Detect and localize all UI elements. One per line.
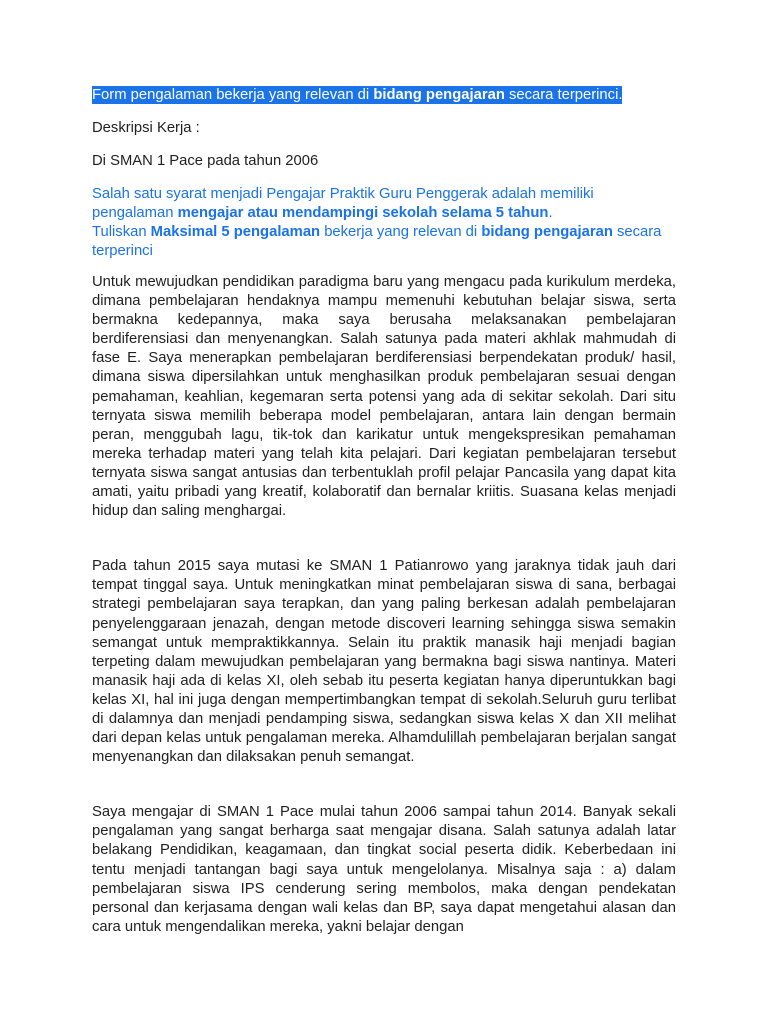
title-bold: bidang pengajaran: [373, 87, 505, 103]
instruction-bold-3: bidang pengajaran: [481, 224, 613, 240]
paragraph-2: Pada tahun 2015 saya mutasi ke SMAN 1 Patianrowo yang jaraknya tidak jauh dari tempat tinggal saya. Untuk meningkatkan minat pembelajaran siswa di sana, berbagai strategi pembelajaran saya terapkan, dan yang paling berkesan adalah pembelajaran penyelenggaraan jenazah, dengan metode discoveri learning sehingga siswa semakin semangat untuk mempraktikkannya. Selain itu praktik manasik haji menjadi bagian terpeting dalam mewujudkan pembelajaran yang bermakna bagi siswa nantinya. Materi manasik haji ada di kelas XI, oleh sebab itu peserta kegiatan hanya diperuntukkan bagi kelas XI, hal ini juga dengan mempertimbangkan tempat di sekolah.Seluruh guru terlibat di dalamnya dan menjadi pendamping siswa, sedangkan siswa kelas X dan XII melihat dari depan kelas untuk pengalaman mereka. Alhamdulillah pembelajaran berjalan sangat menyenangkan dan dilaksakan penuh semangat.: [92, 558, 676, 766]
paragraph-1: Untuk mewujudkan pendidikan paradigma baru yang mengacu pada kurikulum merdeka, dimana pembelajaran hendaknya mampu memenuhi kebutuhan belajar siswa, serta bermakna kedepannya, maka saya berusaha melaksanakan pembelajaran berdiferensiasi dan menyenangkan. Salah satunya pada materi akhlak mahmudah di fase E. Saya menerapkan pembelajaran berdiferensiasi berpendekatan produk/ hasil, dimana siswa dipersilahkan untuk menghasilkan produk pembelajaran sesuai dengan pemahaman, keahlian, kegemaran serta potensi yang ada di sekitar sekolah. Dari situ ternyata siswa memilih beberapa model pembelajaran, antara lain dengan bermain peran, menggubah lagu, tik-tok dan karikatur untuk mengekspresikan pemahaman mereka terhadap materi yang telah kita pelajari. Dari kegiatan pembelajaran tersebut ternyata siswa sangat antusias dan terbentuklah profil pelajar Pancasila yang dapat kita amati, yaitu pribadi yang kreatif, kolaboratif dan bernalar kriitis. Suasana kelas menjadi hidup dan saling menghargai.: [92, 274, 676, 520]
title-part-2: secara terperinci.: [504, 87, 623, 103]
paragraph-gap: [92, 521, 676, 557]
form-title: [92, 86, 676, 105]
title-part-1: Form pengalaman bekerja yang relevan di: [92, 87, 374, 103]
paragraph-gap: [92, 767, 676, 803]
instruction-text-3: Tuliskan: [92, 224, 151, 240]
location-year: Di SMAN 1 Pace pada tahun 2006: [92, 153, 319, 169]
instruction-bold-2: Maksimal 5 pengalaman: [150, 224, 321, 240]
paragraph-3: Saya mengajar di SMAN 1 Pace mulai tahun 2006 sampai tahun 2014. Banyak sekali pengalaman yang sangat berharga saat mengajar disana. Salah satunya adalah latar belakang Pendidikan, keagamaan, dan tingkat social peserta didik. Keberbedaan ini tentu menjadi tantangan bagi saya untuk mengelolanya. Misalnya saja : a) dalam pembelajaran siswa IPS cenderung sering membolos, maka dengan pendekatan personal dan kerjasama dengan wali kelas dan BP, saya dapat mengetahui alasan dan cara untuk mengendalikan mereka, yakni belajar dengan: [92, 804, 676, 935]
document-page: [92, 86, 676, 937]
title-highlight[interactable]: [92, 86, 622, 104]
instruction-bold-1: mengajar atau mendampingi sekolah selama 5 tahun: [177, 205, 549, 221]
instruction-text-2: .: [548, 205, 553, 221]
instruction-text-1: Salah satu syarat menjadi Pengajar Praktik Guru Penggerak adalah memiliki pengalaman: [92, 186, 594, 221]
instruction-block: [92, 185, 676, 261]
description-label: Deskripsi Kerja :: [92, 120, 200, 136]
instruction-text-5: secara terperinci: [92, 224, 662, 259]
instruction-text-4: bekerja yang relevan di: [320, 224, 482, 240]
